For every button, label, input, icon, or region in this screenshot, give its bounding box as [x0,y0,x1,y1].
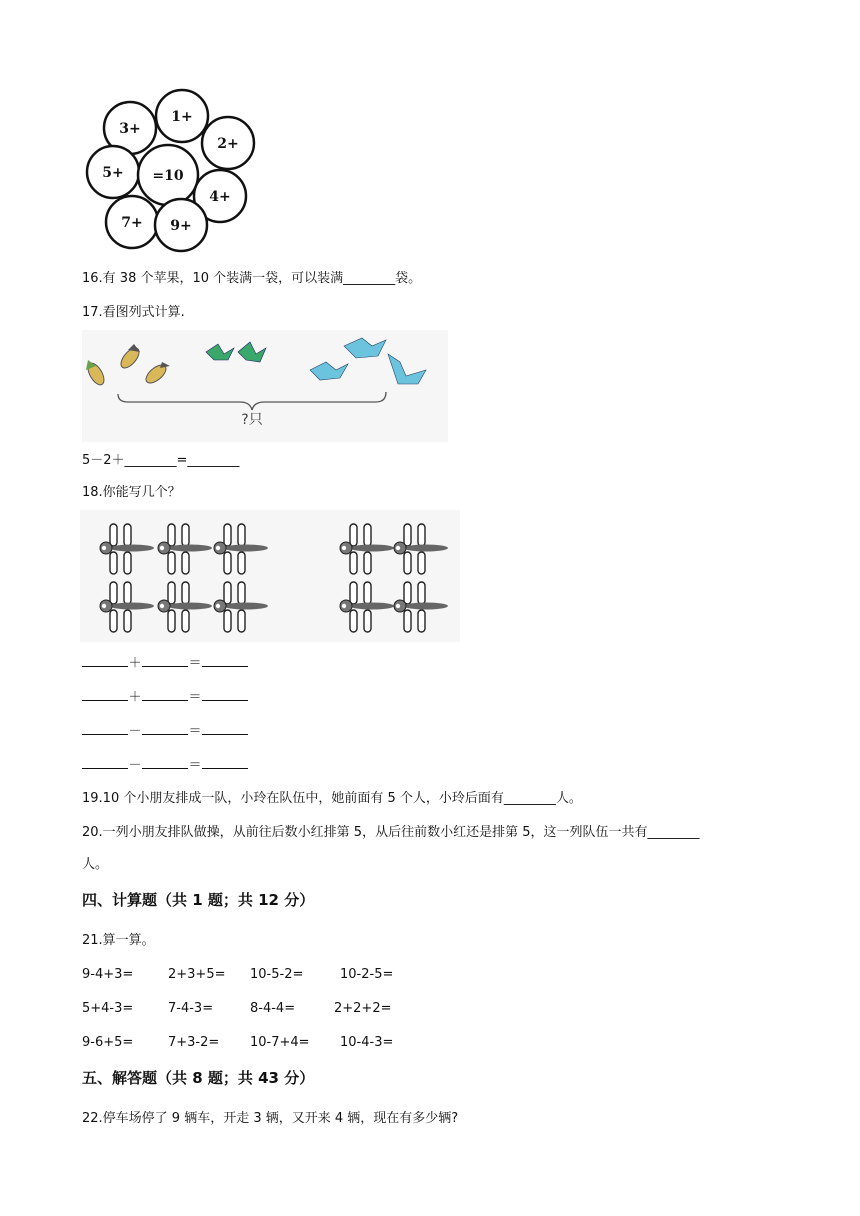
calc-item: 2+2+2= [334,1001,392,1016]
circle-label: 3+ [119,121,141,137]
circle-label: 7+ [121,215,143,231]
fill-row [82,756,248,775]
operator: ＝ [188,690,202,705]
calc-item: 7-4-3= [168,1001,214,1016]
calc-item: 9-4+3= [82,967,134,982]
circle-label: 5+ [102,165,124,181]
calc-item: 2+3+5= [168,967,226,982]
answer-blank[interactable] [82,756,128,769]
question-21: 21.算一算。 [82,933,155,948]
answer-blank[interactable] [202,756,248,769]
calc-item: 10-2-5= [340,967,394,982]
answer-blank[interactable] [82,722,128,735]
brace-label: ?只 [241,412,263,428]
section-5-title: 五、解答题（共 8 题；共 43 分） [82,1069,315,1087]
answer-blank[interactable] [142,654,188,667]
question-22: 22.停车场停了 9 辆车，开走 3 辆，又开来 4 辆，现在有多少辆? [82,1111,459,1126]
operator: ＝ [188,656,202,671]
question-19: 19.10 个小朋友排成一队，小玲在队伍中，她前面有 5 个人，小玲后面有________人。 [82,791,582,806]
operator: ＋ [128,690,142,705]
operator: － [128,758,142,773]
circle-label: =10 [152,168,184,184]
operator: ＝ [188,724,202,739]
answer-blank[interactable] [142,756,188,769]
calc-item: 8-4-4= [250,1001,296,1016]
calc-item: 10-5-2= [250,967,304,982]
calc-item: 10-4-3= [340,1035,394,1050]
dragonflies-figure [80,510,460,642]
answer-blank[interactable] [82,688,128,701]
question-17-equation: 5－2＋________=________ [82,453,240,468]
answer-blank[interactable] [142,688,188,701]
question-16: 16.有 38 个苹果，10 个装满一袋，可以装满________袋。 [82,271,422,286]
circle-sum-diagram [84,86,262,258]
answer-blank[interactable] [202,722,248,735]
section-4-title: 四、计算题（共 1 题；共 12 分） [82,891,315,909]
circle-label: 9+ [170,218,192,234]
operator: － [128,724,142,739]
question-20: 20.一列小朋友排队做操，从前往后数小红排第 5，从后往前数小红还是排第 5，这一列队伍一共有________ [82,825,700,840]
answer-blank[interactable] [142,722,188,735]
answer-blank[interactable] [82,654,128,667]
calc-item: 5+4-3= [82,1001,134,1016]
birds-illustration [82,330,448,442]
circle-label: 2+ [217,136,239,152]
calc-item: 7+3-2= [168,1035,220,1050]
answer-blank[interactable] [202,654,248,667]
circle-sum-figure [84,86,262,258]
operator: ＝ [188,758,202,773]
question-20-continued: 人。 [82,857,109,872]
circle-label: 4+ [209,189,231,205]
calc-item: 10-7+4= [250,1035,310,1050]
question-18: 18.你能写几个？ [82,485,181,500]
operator: ＋ [128,656,142,671]
fill-row [82,722,248,741]
dragonflies-illustration [80,510,460,642]
answer-blank[interactable] [202,688,248,701]
calc-item: 9-6+5= [82,1035,134,1050]
fill-row [82,654,248,673]
birds-figure [82,330,448,442]
fill-row [82,688,248,707]
circle-label: 1+ [171,109,193,125]
question-17: 17.看图列式计算. [82,305,185,320]
